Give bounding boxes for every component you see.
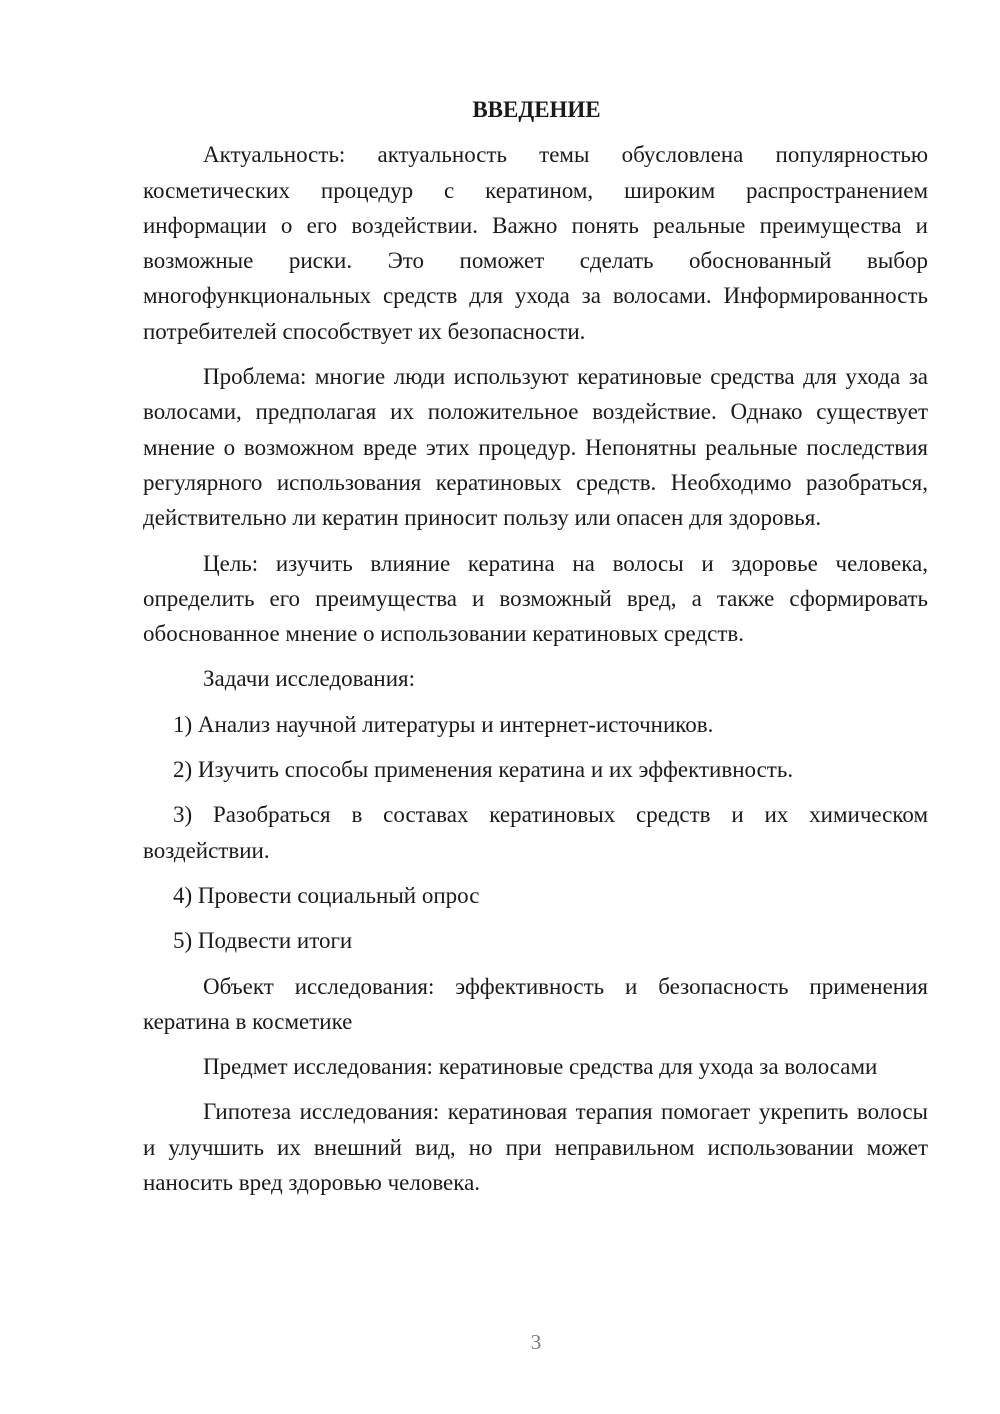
task-item: 2) Изучить способы применения кератина и их эффективность. bbox=[173, 757, 794, 783]
object-paragraph: Объект исследования: эффективность и безопасность применения кератина в косметике bbox=[143, 973, 928, 1034]
problem-paragraph: Проблема: многие люди используют кератиновые средства для ухода за волосами, предполагая их положительное воздействие. Однако существует мнение о возможном вреде этих процедур. Непонятны реальные последствия регулярного использования кератиновых средств. Необходимо разобраться, действительно ли кератин приносит пользу или опасен для здоровья. bbox=[143, 364, 928, 531]
task-item: 5) Подвести итоги bbox=[173, 928, 353, 954]
task-item: 3) Разобраться в составах кератиновых средств и их химическом воздействии. bbox=[143, 802, 928, 863]
tasks-heading: Задачи исследования: bbox=[203, 666, 416, 692]
tasks-list bbox=[143, 707, 928, 959]
subject-paragraph: Предмет исследования: кератиновые средства для ухода за волосами bbox=[203, 1054, 878, 1080]
page-number: 3 bbox=[530, 1330, 542, 1354]
task-item: 1) Анализ научной литературы и интернет-источников. bbox=[173, 711, 714, 737]
goal-paragraph: Цель: изучить влияние кератина на волосы и здоровье человека, определить его преимущества и возможный вред, а также сформировать обоснованное мнение о использовании кератиновых средств. bbox=[143, 550, 928, 647]
hypothesis-paragraph: Гипотеза исследования: кератиновая терапия помогает укрепить волосы и улучшить их внешний вид, но при неправильном использовании может наносить вред здоровью человека. bbox=[143, 1099, 928, 1196]
task-item: 4) Провести социальный опрос bbox=[173, 882, 480, 908]
section-title: ВВЕДЕНИЕ bbox=[472, 97, 601, 122]
relevance-paragraph: Актуальность: актуальность темы обусловлена популярностью косметических процедур с кератином, широким распространением информации о его воздействии. Важно понять реальные преимущества и возможные риски. Это поможет сделать обоснованный выбор многофункциональных средств для ухода за волосами. Информированность потребителей способствует их безопасности. bbox=[143, 142, 928, 344]
page-content bbox=[143, 92, 928, 1210]
